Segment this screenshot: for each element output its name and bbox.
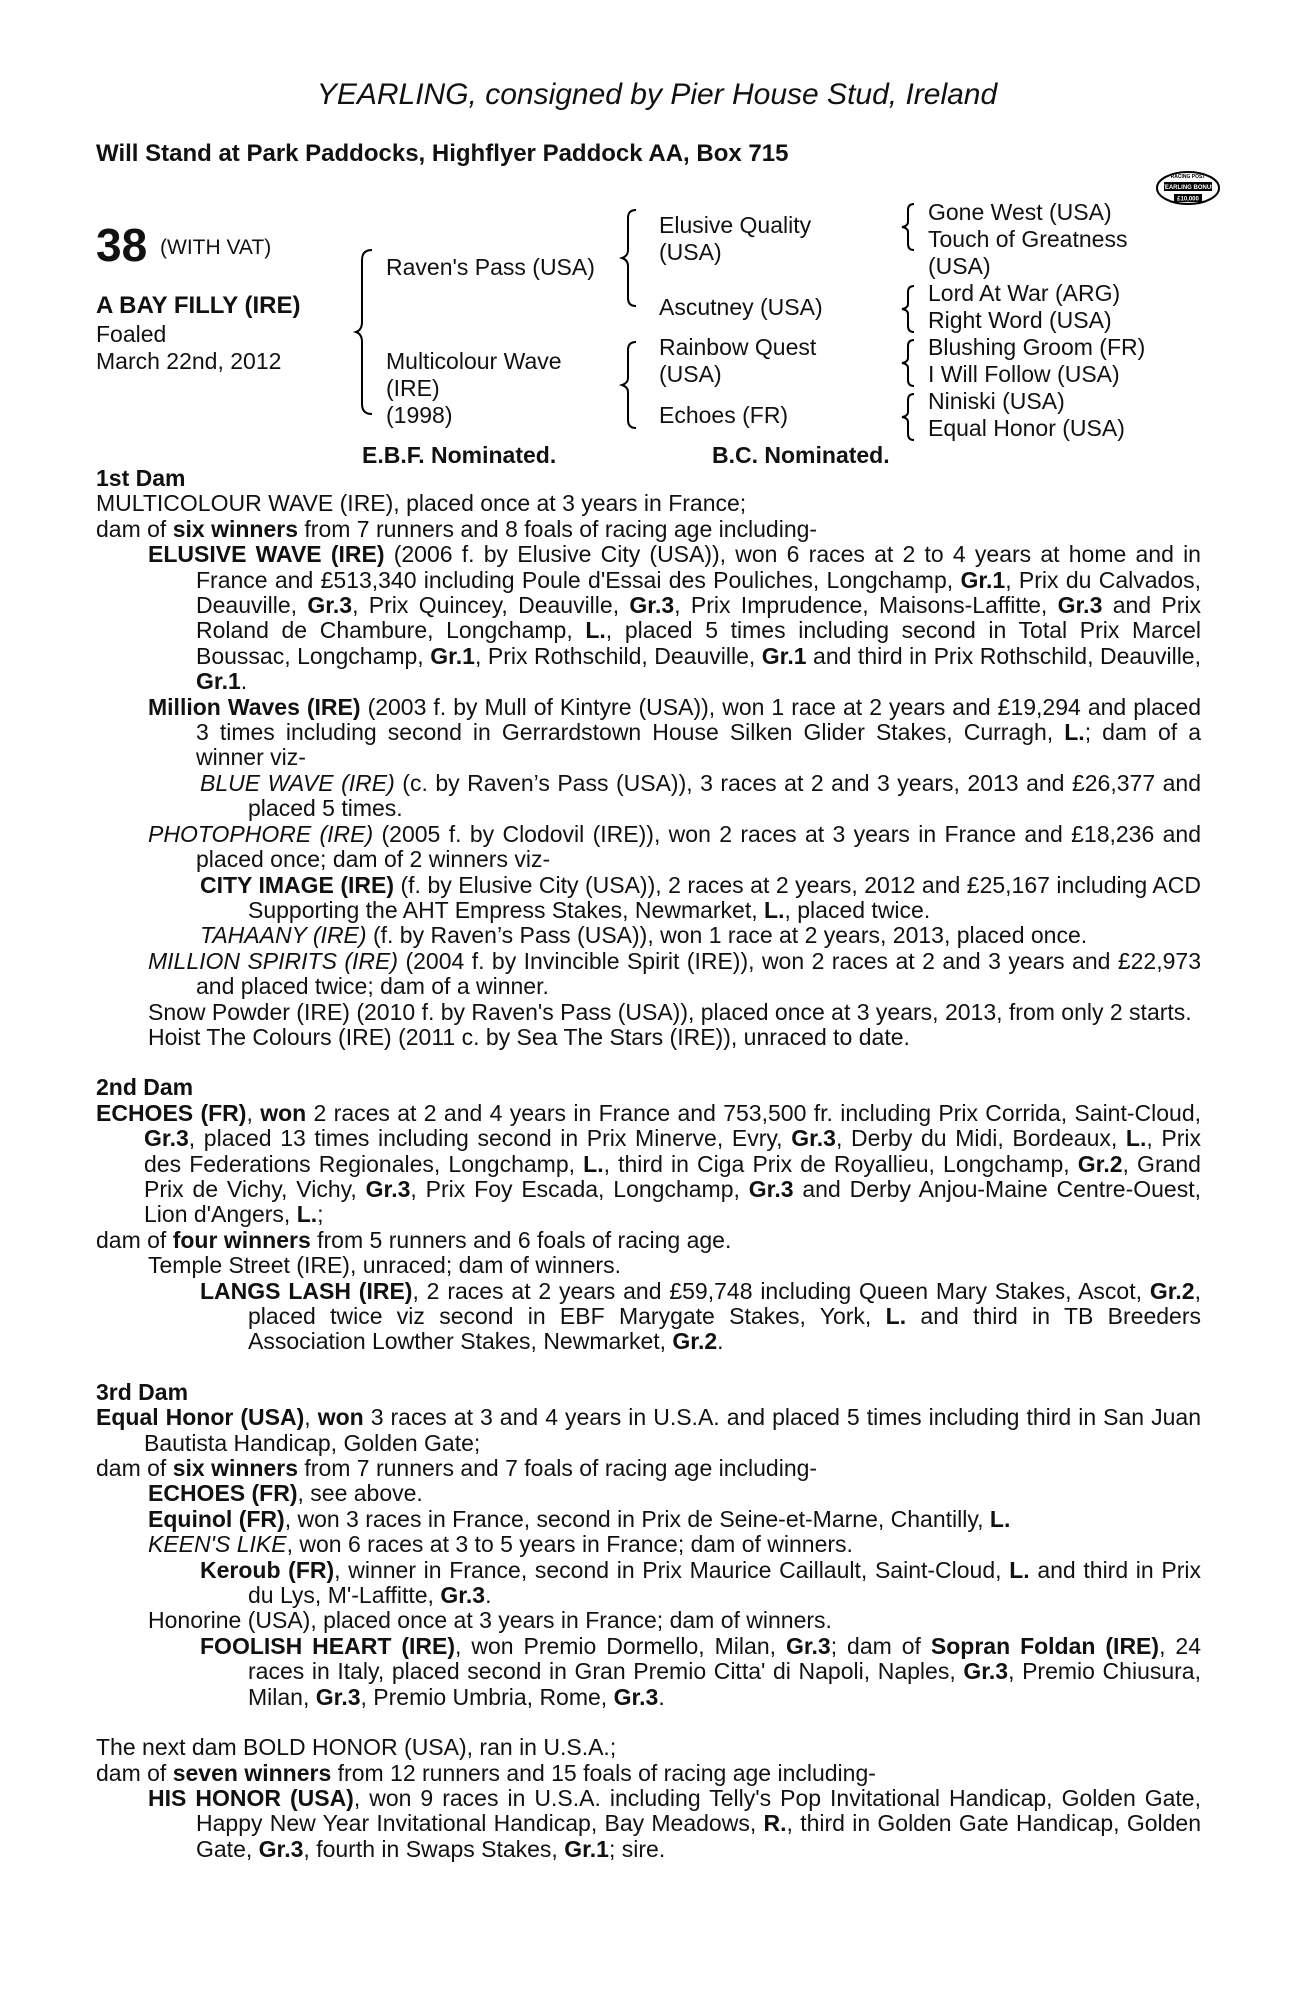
ped-ds-1: Rainbow Quest bbox=[659, 334, 817, 360]
d2-entry bbox=[148, 1253, 1201, 1278]
pedigree-bracket-dam bbox=[620, 340, 644, 430]
entry-text: Gr.2 bbox=[1149, 1277, 1195, 1304]
entry-text: , bbox=[304, 1404, 318, 1431]
ped-sire: Raven's Pass (USA) bbox=[386, 254, 595, 280]
entry-text: Gr.3 bbox=[963, 1658, 1009, 1685]
entry-text: , Prix du Calvados, Deauville, bbox=[196, 566, 1201, 619]
entry-text: Gr.1 bbox=[564, 1835, 609, 1862]
entry-text: Gr.3 bbox=[791, 1125, 836, 1152]
entry-text: Gr.3 bbox=[307, 592, 353, 619]
ped-ss-2: (USA) bbox=[659, 239, 722, 265]
ped-dam-3: (1998) bbox=[386, 402, 453, 428]
entry-text: , placed twice. bbox=[784, 896, 931, 923]
entry-text: and Prix Roland de Chambure, Longchamp, bbox=[196, 592, 1201, 644]
entry-text: , winner in France, second in Prix Maurice Caillault, Saint-Cloud, bbox=[334, 1556, 1010, 1583]
d1-entry bbox=[200, 873, 1201, 924]
entry-text: Gr.3 bbox=[365, 1175, 411, 1202]
ped-g8: Equal Honor (USA) bbox=[928, 415, 1125, 441]
entry-text: MULTICOLOUR WAVE (IRE), placed once at 3 years in France; bbox=[96, 490, 747, 517]
ped-g2-2: (USA) bbox=[928, 253, 991, 279]
ped-g2-1: Touch of Greatness bbox=[928, 226, 1128, 252]
ped-dam-1: Multicolour Wave bbox=[386, 348, 562, 374]
entry-text: . bbox=[485, 1582, 492, 1609]
entry-text: (c. by Raven’s Pass (USA)), 3 races at 2 and 3 years, 2013 and £26,377 and placed 5 times. bbox=[248, 769, 1201, 822]
entry-text: , Premio Umbria, Rome, bbox=[360, 1683, 614, 1710]
entry-text: , won Premio Dormello, Milan, bbox=[455, 1632, 786, 1659]
entry-text: LANGS LASH (IRE) bbox=[200, 1277, 413, 1304]
entry-text: (2004 f. by Invincible Spirit (IRE)), won 2 races at 2 and 3 years and £22,973 and placed twice; dam of a winner. bbox=[196, 947, 1201, 1000]
entry-text: , Prix Rothschild, Deauville, bbox=[474, 642, 762, 669]
d4-entry bbox=[148, 1786, 1201, 1862]
entry-text: R. bbox=[763, 1810, 787, 1837]
entry-text: Keroub (FR) bbox=[200, 1556, 335, 1583]
entry-text: ECHOES (FR) bbox=[148, 1480, 298, 1507]
entry-text: . bbox=[658, 1683, 665, 1710]
pedigree-bracket-g56 bbox=[900, 338, 920, 388]
d1-entry bbox=[200, 771, 1201, 822]
ped-g4: Right Word (USA) bbox=[928, 307, 1112, 333]
entry-text: FOOLISH HEART (IRE) bbox=[200, 1632, 455, 1659]
yearling-bonus-badge bbox=[1156, 168, 1220, 211]
entry-text: BLUE WAVE (IRE) bbox=[200, 769, 395, 796]
entry-text: ELUSIVE WAVE (IRE) bbox=[148, 541, 385, 568]
first-dam-heading: 1st Dam bbox=[96, 465, 186, 491]
entry-text: , placed twice viz second in EBF Marygate Stakes, York, bbox=[248, 1277, 1201, 1329]
ped-ss-1: Elusive Quality bbox=[659, 212, 812, 238]
entry-text: L. bbox=[989, 1505, 1011, 1532]
entry-text: L. bbox=[296, 1201, 318, 1228]
entry-text: , placed 5 times including second in Total Prix Marcel Boussac, Longchamp, bbox=[196, 617, 1201, 669]
entry-text: PHOTOPHORE (IRE) bbox=[148, 820, 374, 847]
entry-text: seven winners bbox=[172, 1759, 332, 1786]
entry-text: Equal Honor (USA) bbox=[96, 1404, 305, 1431]
ped-sd: Ascutney (USA) bbox=[659, 294, 823, 320]
d3-entry bbox=[96, 1456, 1201, 1481]
ped-g1: Gone West (USA) bbox=[928, 199, 1112, 225]
entry-text: , third in Ciga Prix de Royallieu, Longchamp, bbox=[603, 1150, 1078, 1177]
entry-text: from 12 runners and 15 foals of racing age including- bbox=[331, 1759, 876, 1786]
d3-entry bbox=[96, 1405, 1201, 1456]
entry-text: dam of bbox=[96, 515, 173, 542]
ped-g7: Niniski (USA) bbox=[928, 388, 1065, 414]
svg-text:£10,000: £10,000 bbox=[1177, 196, 1199, 203]
d2-entry bbox=[96, 1228, 1201, 1253]
entry-text: Gr.3 bbox=[785, 1632, 831, 1659]
d3-entry bbox=[200, 1634, 1201, 1710]
entry-text: 2 races at 2 and 4 years in France and 753,500 fr. including Prix Corrida, Saint-Cloud, bbox=[306, 1099, 1202, 1126]
ped-dd: Echoes (FR) bbox=[659, 402, 789, 428]
entry-text: six winners bbox=[172, 515, 298, 542]
entry-text: L. bbox=[1064, 719, 1085, 746]
ped-g5: Blushing Groom (FR) bbox=[928, 334, 1146, 360]
d2-entry bbox=[200, 1279, 1201, 1355]
vat-note: (WITH VAT) bbox=[160, 236, 272, 259]
pedigree-bracket-g78 bbox=[900, 392, 920, 442]
entry-text: Sopran Foldan (IRE) bbox=[930, 1632, 1160, 1659]
entry-text: (f. by Raven’s Pass (USA)), won 1 race at 2 years, 2013, placed once. bbox=[366, 922, 1088, 949]
entry-text: CITY IMAGE (IRE) bbox=[200, 871, 395, 898]
entry-text: , bbox=[246, 1099, 261, 1126]
entry-text: Gr.3 bbox=[1057, 592, 1103, 619]
entry-text: and third in Prix Rothschild, Deauville, bbox=[806, 642, 1201, 669]
entry-text: Gr.1 bbox=[430, 642, 475, 669]
entry-text: Gr.3 bbox=[629, 592, 675, 619]
entry-text: Snow Powder (IRE) (2010 f. by Raven's Pass (USA)), placed once at 3 years, 2013, from only 2 starts. bbox=[148, 998, 1192, 1025]
entry-text: , Prix Foy Escada, Longchamp, bbox=[410, 1175, 749, 1202]
stand-location: Will Stand at Park Paddocks, Highflyer Paddock AA, Box 715 bbox=[96, 140, 789, 167]
entry-text: ; bbox=[317, 1201, 324, 1228]
d1-entry bbox=[148, 1025, 1201, 1050]
entry-text: dam of bbox=[96, 1455, 173, 1482]
entry-text: , third in Golden Gate Handicap, Golden Gate, bbox=[196, 1810, 1202, 1862]
entry-text: . bbox=[240, 668, 248, 695]
d4-entry bbox=[96, 1735, 1201, 1760]
entry-text: ECHOES (FR) bbox=[96, 1099, 247, 1126]
entry-text: L. bbox=[1125, 1125, 1147, 1152]
d4-entry bbox=[96, 1761, 1201, 1786]
entry-text: Gr.2 bbox=[672, 1328, 718, 1355]
entry-text: from 7 runners and 8 foals of racing age including- bbox=[298, 515, 818, 542]
entry-text: , 24 races in Italy, placed second in Gran Premio Citta' di Napoli, Naples, bbox=[248, 1632, 1201, 1685]
entry-text: ; sire. bbox=[608, 1835, 666, 1862]
entry-text: Gr.3 bbox=[613, 1683, 659, 1710]
entry-text: , won 6 races at 3 to 5 years in France; dam of winners. bbox=[286, 1531, 853, 1558]
pedigree-bracket-g12 bbox=[900, 202, 920, 252]
entry-text: Gr.3 bbox=[144, 1125, 189, 1152]
entry-text: from 5 runners and 6 foals of racing age. bbox=[310, 1226, 732, 1253]
first-dam-section bbox=[96, 491, 1201, 1050]
entry-text: Million Waves (IRE) bbox=[148, 693, 361, 720]
entry-text: , 2 races at 2 years and £59,748 including Queen Mary Stakes, Ascot, bbox=[412, 1277, 1150, 1304]
entry-text: Gr.1 bbox=[960, 566, 1006, 593]
d3-entry bbox=[148, 1481, 1201, 1506]
entry-text: (2005 f. by Clodovil (IRE)), won 2 races at 3 years in France and £18,236 and placed once; dam of 2 winners viz- bbox=[196, 820, 1201, 873]
d1-entry bbox=[148, 542, 1201, 694]
ped-g3: Lord At War (ARG) bbox=[928, 280, 1121, 306]
entry-text: Gr.3 bbox=[748, 1175, 794, 1202]
entry-text: won bbox=[317, 1404, 364, 1431]
svg-text:YEARLING BONUS: YEARLING BONUS bbox=[1160, 185, 1216, 191]
entry-text: The next dam BOLD HONOR (USA), ran in U.S.A.; bbox=[96, 1734, 617, 1761]
entry-text: , won 3 races in France, second in Prix de Seine-et-Marne, Chantilly, bbox=[284, 1505, 990, 1532]
entry-text: and Derby Anjou-Maine Centre-Ouest, Lion d'Angers, bbox=[144, 1175, 1201, 1228]
svg-text:RACING POST: RACING POST bbox=[1170, 174, 1206, 180]
entry-text: six winners bbox=[172, 1455, 298, 1482]
horse-name: A BAY FILLY (IRE) bbox=[96, 292, 301, 319]
entry-text: Gr.1 bbox=[196, 668, 241, 695]
entry-text: TAHAANY (IRE) bbox=[200, 922, 367, 949]
ped-dam-2: (IRE) bbox=[386, 375, 440, 401]
entry-text: . bbox=[717, 1328, 724, 1355]
d1-entry bbox=[148, 695, 1201, 771]
pedigree-bracket-sire bbox=[620, 208, 644, 308]
lot-title: YEARLING, consigned by Pier House Stud, Ireland bbox=[316, 78, 998, 111]
entry-text: , Grand Prix de Vichy, Vichy, bbox=[144, 1150, 1201, 1202]
bonus-badge-icon bbox=[1156, 168, 1220, 206]
d3-entry bbox=[148, 1608, 1201, 1633]
ped-ds-2: (USA) bbox=[659, 361, 722, 387]
entry-text: (2003 f. by Mull of Kintyre (USA)), won 1 race at 2 years and £19,294 and placed 3 times including second in Gerrardstown House Silken Glider Stakes, Curragh, bbox=[196, 693, 1201, 746]
d3-entry bbox=[148, 1532, 1201, 1557]
entry-text: , see above. bbox=[297, 1480, 423, 1507]
entry-text: L. bbox=[1009, 1556, 1030, 1583]
ebf-nominated: E.B.F. Nominated. bbox=[362, 442, 557, 468]
pedigree-bracket-g34 bbox=[900, 284, 920, 334]
entry-text: , Premio Chiusura, Milan, bbox=[248, 1658, 1201, 1710]
entry-text: , Derby du Midi, Bordeaux, bbox=[835, 1125, 1126, 1152]
entry-text: MILLION SPIRITS (IRE) bbox=[148, 947, 399, 974]
d1-entry bbox=[200, 923, 1201, 948]
foaled-date: March 22nd, 2012 bbox=[96, 348, 282, 374]
catalogue-body bbox=[96, 466, 1201, 1862]
entry-text: Gr.3 bbox=[315, 1683, 361, 1710]
entry-text: and third in TB Breeders Association Lowther Stakes, Newmarket, bbox=[248, 1303, 1201, 1355]
bc-nominated: B.C. Nominated. bbox=[712, 442, 890, 468]
entry-text: L. bbox=[585, 617, 606, 644]
entry-text: , fourth in Swaps Stakes, bbox=[303, 1835, 565, 1862]
entry-text: Equinol (FR) bbox=[148, 1505, 285, 1532]
entry-text: L. bbox=[885, 1303, 907, 1329]
d1-entry bbox=[148, 949, 1201, 1000]
entry-text: Gr.3 bbox=[440, 1582, 486, 1609]
foaled-label: Foaled bbox=[96, 321, 167, 347]
entry-text: won bbox=[260, 1099, 307, 1126]
entry-text: 3 races at 3 and 4 years in U.S.A. and placed 5 times including third in San Juan Bautista Handicap, Golden Gate; bbox=[144, 1404, 1201, 1456]
entry-text: Gr.1 bbox=[761, 642, 807, 669]
d1-entry bbox=[96, 491, 1201, 516]
entry-text: KEEN'S LIKE bbox=[148, 1531, 287, 1558]
entry-text: , placed 13 times including second in Prix Minerve, Evry, bbox=[188, 1125, 792, 1152]
second-dam-heading: 2nd Dam bbox=[96, 1074, 194, 1101]
d3-entry bbox=[200, 1558, 1201, 1609]
d1-entry bbox=[96, 517, 1201, 542]
entry-text: Honorine (USA), placed once at 3 years in France; dam of winners. bbox=[148, 1607, 832, 1634]
entry-text: ; dam of bbox=[830, 1632, 931, 1659]
d3-entry bbox=[148, 1507, 1201, 1532]
entry-text: four winners bbox=[172, 1226, 311, 1253]
entry-text: and third in Prix du Lys, M'-Laffitte, bbox=[248, 1556, 1201, 1609]
entry-text: L. bbox=[583, 1150, 604, 1177]
entry-text: dam of bbox=[96, 1759, 173, 1786]
entry-text: HIS HONOR (USA) bbox=[148, 1784, 354, 1811]
lot-number: 38 bbox=[96, 219, 148, 271]
second-dam-section bbox=[96, 1101, 1201, 1355]
entry-text: , Prix Imprudence, Maisons-Laffitte, bbox=[674, 592, 1058, 619]
d1-entry bbox=[148, 1000, 1201, 1025]
d1-entry bbox=[148, 822, 1201, 873]
entry-text: (2006 f. by Elusive City (USA)), won 6 races at 2 to 4 years at home and in France and £513,340 including Poule d'Essai des Pouliches, Longchamp, bbox=[196, 541, 1201, 593]
pedigree-bracket-main bbox=[354, 248, 378, 416]
third-dam-section bbox=[96, 1405, 1201, 1710]
entry-text: from 7 runners and 7 foals of racing age including- bbox=[298, 1455, 818, 1482]
ped-g6: I Will Follow (USA) bbox=[928, 361, 1120, 387]
entry-text: Temple Street (IRE), unraced; dam of winners. bbox=[148, 1252, 621, 1279]
d2-entry bbox=[96, 1101, 1201, 1228]
entry-text: , Prix des Federations Regionales, Longchamp, bbox=[144, 1125, 1201, 1177]
entry-text: (f. by Elusive City (USA)), 2 races at 2 years, 2012 and £25,167 including ACD Supporting the AHT Empress Stakes, Newmarket, bbox=[248, 871, 1201, 923]
entry-text: Hoist The Colours (IRE) (2011 c. by Sea The Stars (IRE)), unraced to date. bbox=[148, 1023, 910, 1050]
next-dam-section bbox=[96, 1735, 1201, 1862]
entry-text: dam of bbox=[96, 1226, 173, 1253]
entry-text: Gr.2 bbox=[1077, 1150, 1123, 1177]
entry-text: L. bbox=[764, 896, 785, 923]
entry-text: ; dam of a winner viz- bbox=[196, 719, 1201, 771]
third-dam-heading: 3rd Dam bbox=[96, 1378, 189, 1405]
entry-text: , won 9 races in U.S.A. including Telly's Pop Invitational Handicap, Golden Gate, Happy New Year Invitational Handicap, Bay Meadows, bbox=[196, 1784, 1201, 1837]
entry-text: , Prix Quincey, Deauville, bbox=[352, 592, 630, 619]
entry-text: Gr.3 bbox=[258, 1835, 304, 1862]
